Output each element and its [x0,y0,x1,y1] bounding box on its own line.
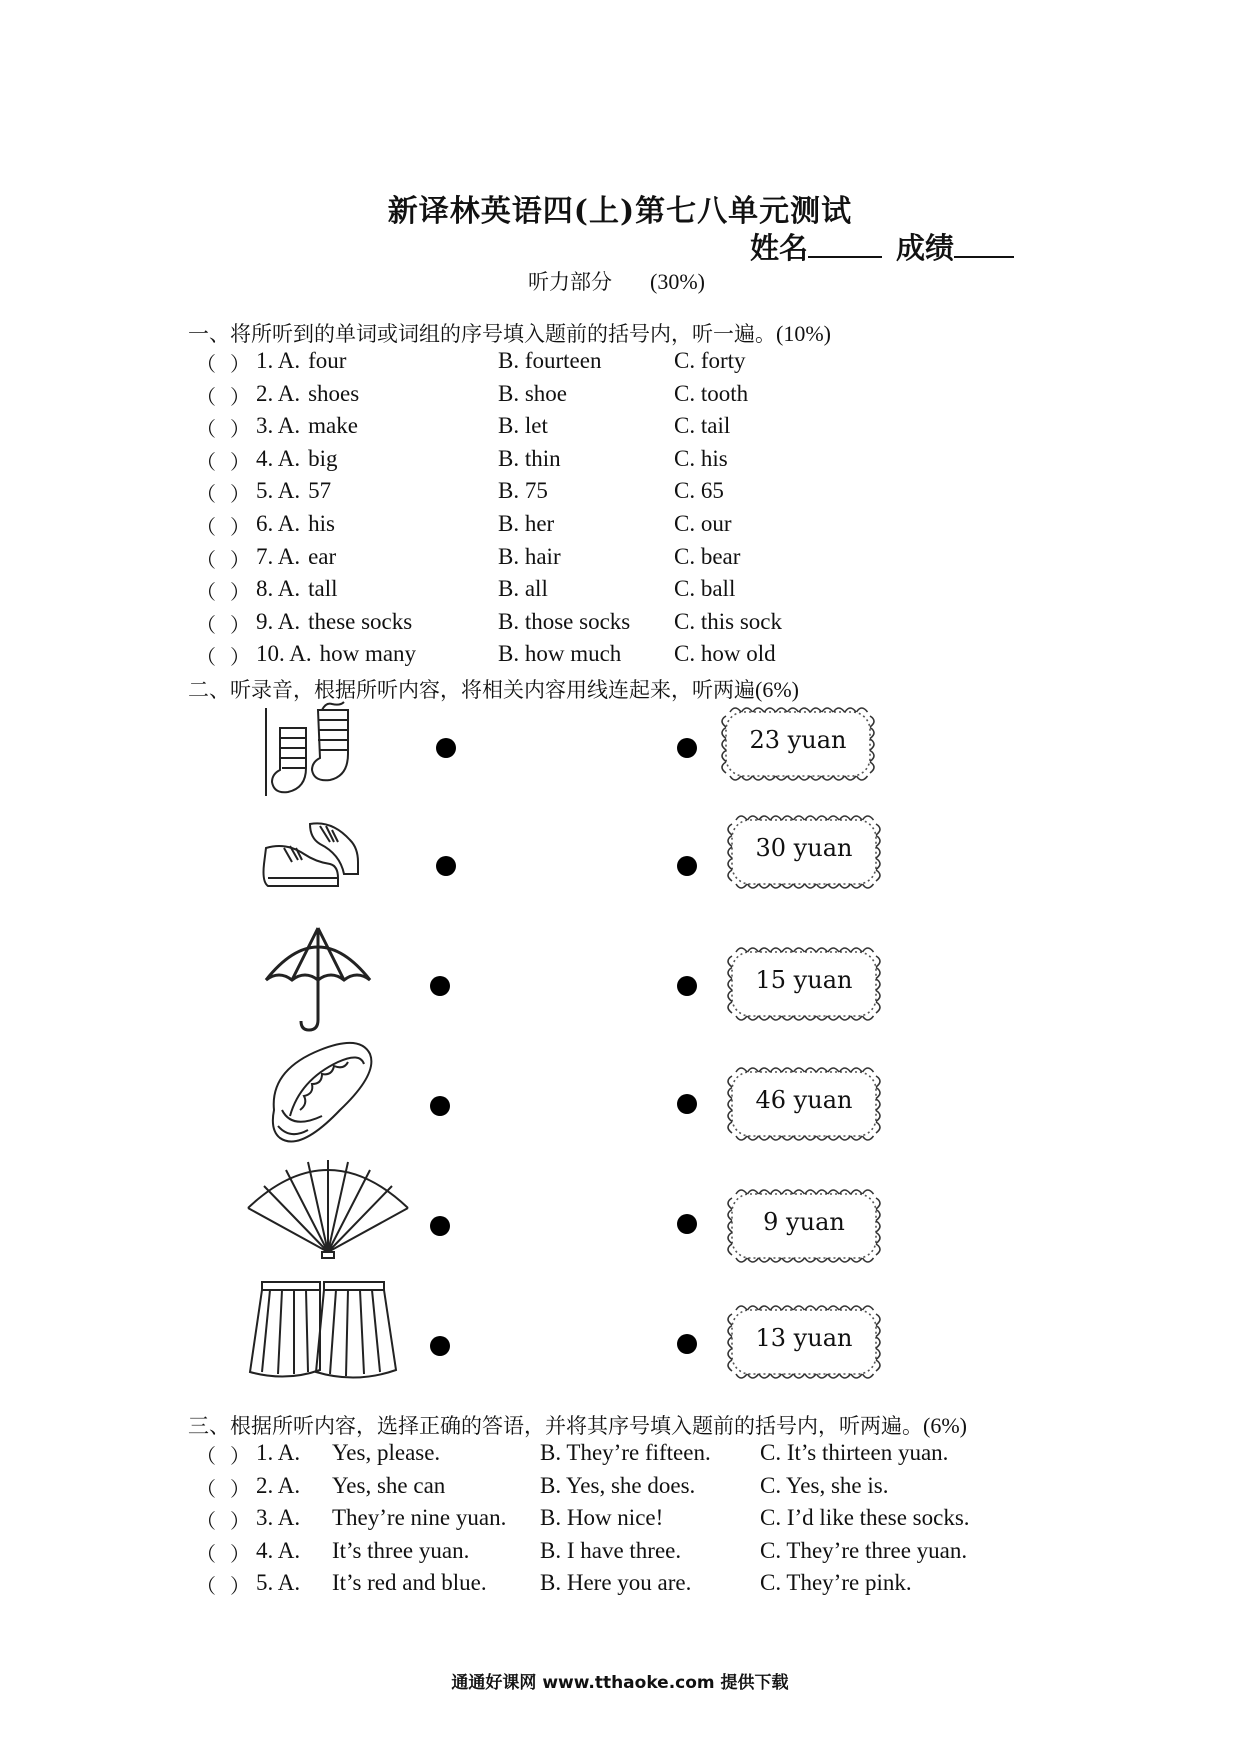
option-c: C. tail [674,413,731,439]
answer-brackets[interactable]: （） [196,417,264,442]
answer-brackets[interactable]: （） [196,1509,264,1534]
price-tag [724,1302,884,1382]
question-number: 6. A. [256,511,301,536]
option-b: B. fourteen [498,348,602,373]
question-row [196,381,896,413]
answer-brackets[interactable]: （） [196,449,264,474]
right-dot[interactable] [677,1214,697,1234]
question-number: 3. A. [256,413,301,439]
price-label: 15 yuan [755,966,853,994]
option-c: C. forty [674,348,746,373]
option-a: ear [308,543,337,569]
option-a: shoes [308,380,360,406]
question-number: 2. A. [256,380,301,406]
option-b: B. those socks [498,608,631,634]
option-a: four [308,348,347,373]
left-dot[interactable] [430,1216,450,1236]
answer-brackets[interactable]: （） [196,645,264,670]
question-row [196,609,896,641]
answer-brackets[interactable]: （） [196,384,264,409]
price-label: 23 yuan [749,726,847,754]
option-c: C. I’d like these socks. [760,1505,970,1531]
question-number: 3. A. [256,1505,301,1531]
question-number: 7. A. [256,543,301,569]
name-blank[interactable] [808,230,882,258]
right-dot[interactable] [677,1094,697,1114]
question-number: 10. A. [256,641,312,667]
section3-heading: 三、根据所听内容，选择正确的答语，并将其序号填入题前的括号内，听两遍。(6%) [188,1413,967,1438]
option-b: B. hair [498,543,561,569]
price-label: 13 yuan [755,1324,853,1352]
option-c: C. It’s thirteen yuan. [760,1440,949,1465]
question-row [196,1505,996,1537]
option-a: They’re nine yuan. [332,1505,507,1531]
option-b: B. How nice! [540,1505,664,1531]
left-dot[interactable] [436,738,456,758]
fan-picture [244,1152,412,1265]
question-row [196,413,896,445]
hotdog-picture [260,1030,380,1165]
score-label: 成绩 [896,231,955,265]
question-number: 9. A. [256,608,301,634]
socks-picture [260,698,370,803]
question-row [196,478,896,510]
price-tag [724,812,884,892]
option-b: B. 75 [498,478,548,504]
option-a: It’s three yuan. [332,1537,470,1563]
question-number: 5. A. [256,1570,301,1596]
question-row [196,1473,996,1505]
answer-brackets[interactable]: （） [196,580,264,605]
option-a: 57 [308,478,332,504]
option-b: B. I have three. [540,1537,682,1563]
option-b: B. her [498,511,555,536]
name-score-line [750,226,1014,267]
right-dot[interactable] [677,976,697,996]
option-b: B. all [498,576,548,602]
question-number: 5. A. [256,478,301,504]
answer-brackets[interactable]: （） [196,547,264,572]
question-row [196,511,896,543]
option-a: Yes, please. [332,1440,441,1465]
price-tag [724,1064,884,1144]
option-c: C. bear [674,543,741,569]
option-c: C. ball [674,576,736,602]
name-label: 姓名 [750,231,809,265]
score-blank[interactable] [954,230,1014,258]
option-a: make [308,413,358,439]
question-row [196,1570,996,1602]
option-c: C. They’re pink. [760,1570,912,1596]
section2-heading: 二、听录音，根据所听内容，将相关内容用线连起来，听两遍(6%) [188,677,799,702]
option-c: C. how old [674,641,776,667]
listening-part-label: 听力部分 (30%) [528,269,705,294]
question-row [196,641,896,673]
right-dot[interactable] [677,1334,697,1354]
page-title: 新译林英语四(上)第七八单元测试 [387,194,853,229]
section1-heading: 一、将所听到的单词或词组的序号填入题前的括号内，听一遍。(10%) [188,321,831,346]
left-dot[interactable] [436,856,456,876]
question-number: 1. A. [256,348,301,373]
option-a: these socks [308,608,413,634]
option-c: C. this sock [674,608,782,634]
option-b: B. thin [498,445,561,471]
footer-credit: 通通好课网 www.tthaoke.com 提供下载 [451,1673,789,1693]
question-row [196,446,896,478]
option-b: B. let [498,413,548,439]
answer-brackets[interactable]: （） [196,515,264,539]
option-c: C. 65 [674,478,724,504]
skirts-picture [248,1276,398,1391]
option-a: his [308,511,335,536]
question-row [196,1440,996,1472]
left-dot[interactable] [430,976,450,996]
price-tag [724,1186,884,1266]
price-label: 46 yuan [755,1086,853,1114]
option-b: B. Yes, she does. [540,1472,696,1498]
question-number: 4. A. [256,445,301,471]
shoes-picture [262,818,362,903]
answer-brackets[interactable]: （） [196,352,264,376]
question-number: 4. A. [256,1537,301,1563]
answer-brackets[interactable]: （） [196,612,264,637]
question-row [196,348,896,380]
option-b: B. They’re fifteen. [540,1440,711,1465]
option-a: big [308,445,338,471]
answer-brackets[interactable]: （） [196,1476,264,1501]
price-tag [724,944,884,1024]
option-a: Yes, she can [332,1472,446,1498]
answer-brackets[interactable]: （） [196,1574,264,1599]
question-number: 1. A. [256,1440,301,1465]
option-b: B. shoe [498,380,567,406]
price-label: 30 yuan [755,834,853,862]
option-b: B. how much [498,641,622,667]
option-c: C. tooth [674,380,749,406]
question-number: 2. A. [256,1472,301,1498]
left-dot[interactable] [430,1336,450,1356]
umbrella-picture [258,924,378,1039]
left-dot[interactable] [430,1096,450,1116]
right-dot[interactable] [677,738,697,758]
question-number: 8. A. [256,576,301,602]
option-c: C. his [674,445,728,471]
option-a: It’s red and blue. [332,1570,487,1596]
option-c: C. our [674,511,732,536]
answer-brackets[interactable]: （） [196,482,264,507]
answer-brackets[interactable]: （） [196,1541,264,1566]
price-tag [718,704,878,784]
price-label: 9 yuan [763,1208,845,1236]
question-row [196,576,896,608]
right-dot[interactable] [677,856,697,876]
question-row [196,544,896,576]
option-a: tall [308,576,338,602]
question-row [196,1538,996,1570]
option-b: B. Here you are. [540,1570,692,1596]
option-a: how many [319,641,417,667]
option-c: C. They’re three yuan. [760,1537,968,1563]
option-c: C. Yes, she is. [760,1472,889,1498]
answer-brackets[interactable]: （） [196,1444,264,1468]
